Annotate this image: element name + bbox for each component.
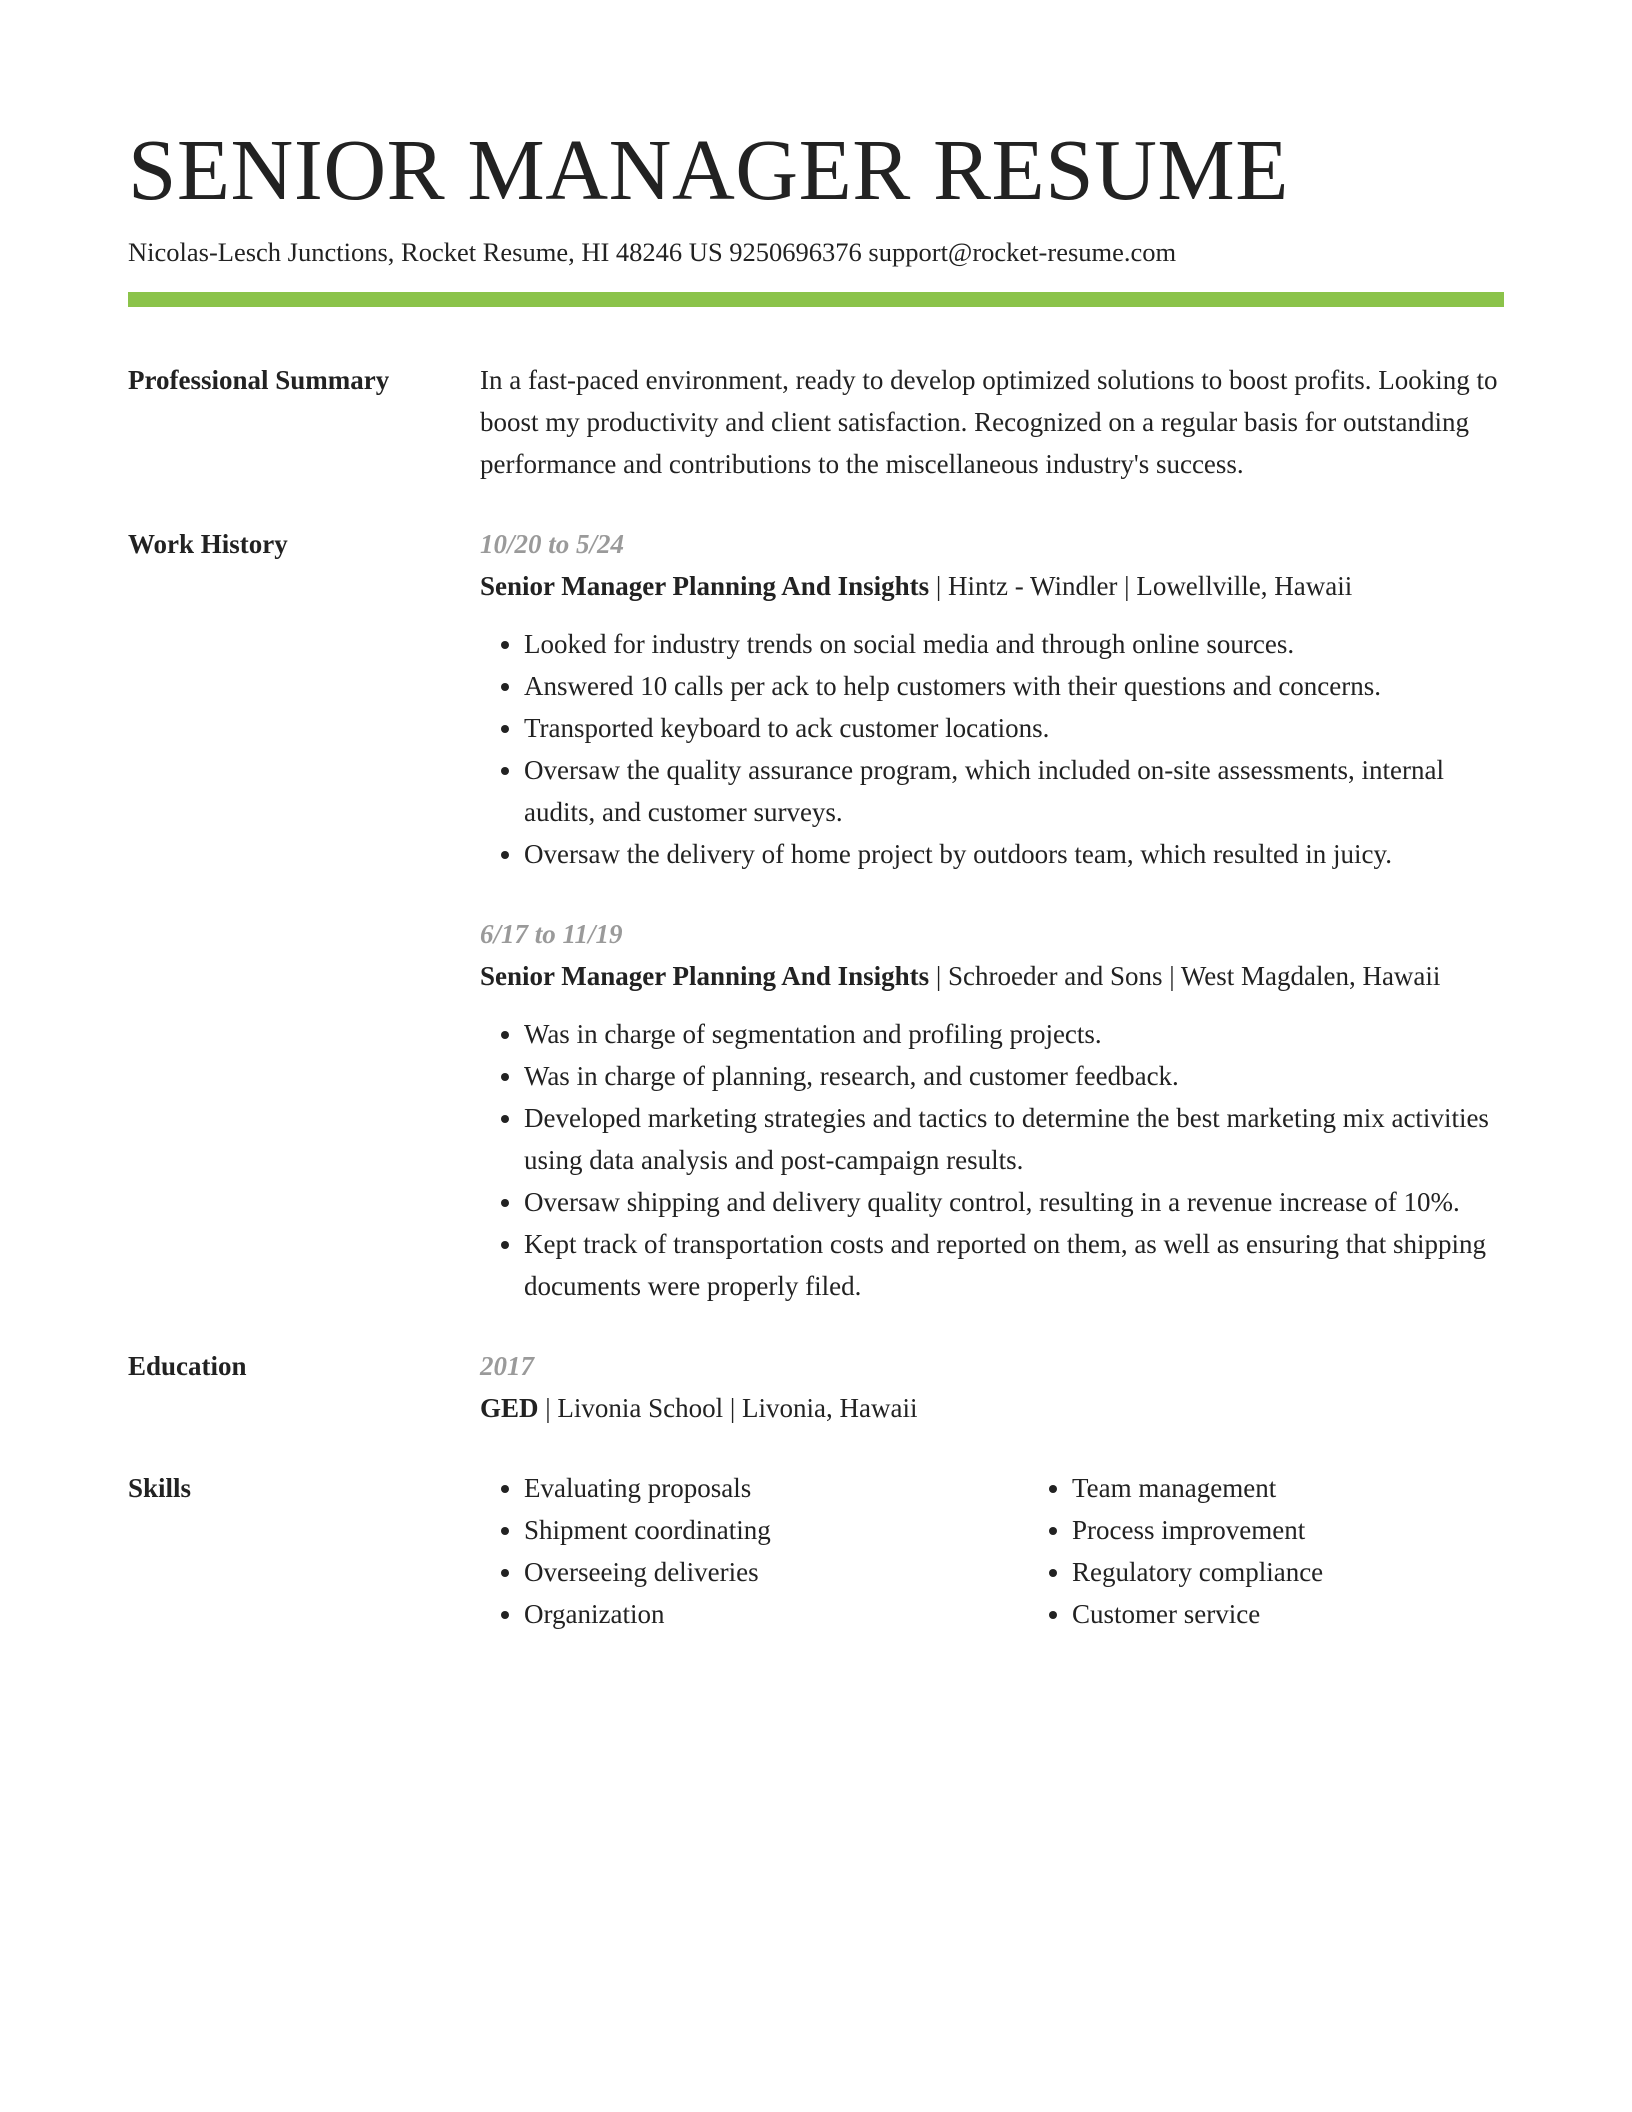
skill-item: • Shipment coordinating	[524, 1509, 1028, 1551]
list-item: • Answered 10 calls per ack to help customers with their questions and concerns.	[524, 665, 1504, 707]
job-details: | Schroeder and Sons | West Magdalen, Hawaii	[929, 961, 1441, 991]
job-dates: 10/20 to 5/24	[480, 529, 625, 559]
spacer	[480, 875, 1504, 913]
section-label-education: Education	[128, 1351, 247, 1381]
list-item: • Transported keyboard to ack customer locations.	[524, 707, 1504, 749]
job-details: | Hintz - Windler | Lowellville, Hawaii	[929, 571, 1353, 601]
section-label-work: Work History	[128, 529, 288, 559]
list-item: • Developed marketing strategies and tactics to determine the best marketing mix activities using data analysis and post-campaign results.	[524, 1097, 1504, 1181]
skills-body	[480, 1467, 1504, 1635]
skill-item: • Organization	[524, 1593, 1028, 1635]
section-education	[128, 1345, 1504, 1429]
work-body	[480, 523, 1504, 1307]
list-item: • Oversaw the quality assurance program, which included on-site assessments, internal audits, and customer surveys.	[524, 749, 1504, 833]
summary-body	[480, 359, 1504, 485]
section-work-history	[128, 523, 1504, 1307]
resume-title: SENIOR MANAGER RESUME	[128, 121, 1289, 218]
skills-column-1	[480, 1467, 1028, 1635]
job-role-line	[480, 955, 1504, 997]
skill-item: • Regulatory compliance	[1072, 1551, 1504, 1593]
job-dates: 6/17 to 11/19	[480, 919, 623, 949]
education-year: 2017	[480, 1351, 534, 1381]
skill-item: • Customer service	[1072, 1593, 1504, 1635]
spacer	[128, 1429, 1504, 1467]
education-body	[480, 1345, 1504, 1429]
skill-item: • Process improvement	[1072, 1509, 1504, 1551]
job-bullets	[480, 1013, 1504, 1307]
accent-divider	[128, 292, 1504, 307]
skills-grid	[480, 1467, 1504, 1635]
list-item: • Kept track of transportation costs and reported on them, as well as ensuring that shipping documents were properly filed.	[524, 1223, 1504, 1307]
skill-item: • Overseeing deliveries	[524, 1551, 1028, 1593]
section-skills	[128, 1467, 1504, 1635]
contact-line: Nicolas-Lesch Junctions, Rocket Resume, HI 48246 US 9250696376 support@rocket-resume.com	[128, 237, 1177, 267]
education-degree: GED	[480, 1393, 539, 1423]
section-professional-summary	[128, 359, 1504, 485]
section-label-summary: Professional Summary	[128, 365, 390, 395]
spacer	[128, 1307, 1504, 1345]
list-item: • Oversaw the delivery of home project by outdoors team, which resulted in juicy.	[524, 833, 1504, 875]
education-line	[480, 1387, 1504, 1429]
section-label-skills: Skills	[128, 1473, 192, 1503]
spacer	[128, 485, 1504, 523]
job-bullets	[480, 623, 1504, 875]
skill-item: • Evaluating proposals	[524, 1467, 1028, 1509]
skill-item: • Team management	[1072, 1467, 1504, 1509]
list-item: • Was in charge of segmentation and profiling projects.	[524, 1013, 1504, 1055]
job-title: Senior Manager Planning And Insights	[480, 961, 930, 991]
list-item: • Was in charge of planning, research, and customer feedback.	[524, 1055, 1504, 1097]
list-item: • Looked for industry trends on social media and through online sources.	[524, 623, 1504, 665]
job-entry	[480, 913, 1504, 1307]
education-details: | Livonia School | Livonia, Hawaii	[538, 1393, 918, 1423]
skills-column-2	[1028, 1467, 1504, 1635]
summary-text: In a fast-paced environment, ready to develop optimized solutions to boost profits. Looking to boost my productivity and client satisfaction. Recognized on a regular basis for outstanding performance and contributions to the miscellaneous industry's success.	[480, 365, 1498, 479]
job-role-line	[480, 565, 1504, 607]
list-item: • Oversaw shipping and delivery quality control, resulting in a revenue increase of 10%.	[524, 1181, 1504, 1223]
job-entry	[480, 523, 1504, 875]
job-title: Senior Manager Planning And Insights	[480, 571, 930, 601]
